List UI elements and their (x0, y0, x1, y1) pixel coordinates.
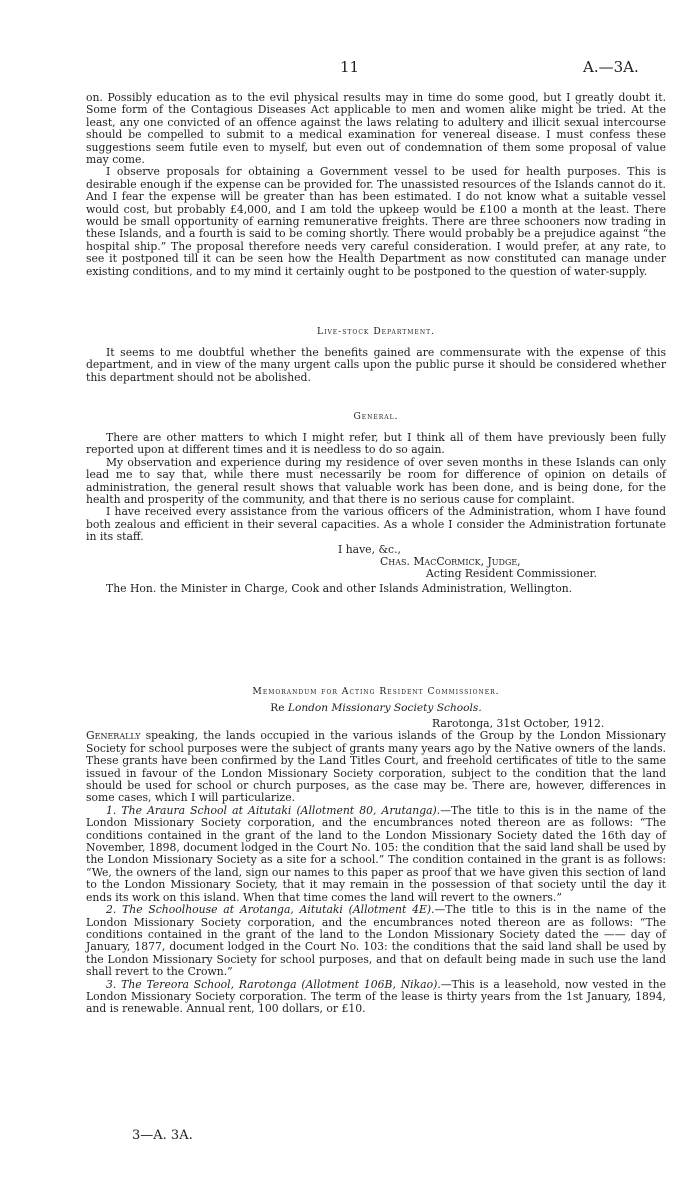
footer-signature: 3—A. 3A. (132, 1128, 193, 1143)
lead-word: Generally (86, 729, 141, 743)
memorandum-subject (86, 702, 666, 714)
re-prefix: Re (270, 702, 285, 714)
memo-item-2-body: —The title to this is in the name of the London Missionary Society corporation, and the encumbrances noted thereon are as follows: “The conditions contained in the grant of the land to the London Missionary Society dated the —— day of January, 1877, document lodged in the Court No. 103: the conditions that the said land shall be used by the London Missionary Society for school purposes, and that on default being made in such use the land shall revert to the Crown.” (86, 903, 667, 979)
memo-item-2 (86, 904, 666, 978)
memo-item-1-title: 1. The Araura School at Aitutaki (Allotment 80, Arutanga). (106, 803, 441, 817)
page-number: 11 (340, 58, 360, 76)
memo-item-3 (86, 979, 666, 1016)
memo-item-1 (86, 805, 666, 904)
general-paragraph-1: There are other matters to which I might refer, but I think all of them have previously been fully reported upon at different times and it is needless to do so again. (86, 431, 666, 457)
paragraph-contagious-diseases: on. Possibly education as to the evil physical results may in time do some good, but I greatly doubt it. Some form of the Contagious Diseases Act applicable to men and women alike might be tried. At the least, any one convicted of an offence against the laws relating to adultery and illicit sexual intercourse should be compelled to submit to a medical examination for venereal disease. I must confess these suggestions seem futile even to myself, but even out of condemnation of them some proposal of value may come. (86, 91, 666, 167)
memorandum-heading: Memorandum for Acting Resident Commissioner. (252, 686, 500, 697)
memo-paragraph-1-body: speaking, the lands occupied in the various islands of the Group by the London Missionary Society for school purposes were the subject of grants many years ago by the Native owners of the lands. These grants have been confirmed by the Land Titles Court, and freehold certificates of title to the same issued in favour of the London Missionary Society corporation, subject to the condition that the land should be used for school or church purposes, as the case may be. There are, however, differences in some cases, which I will particularize. (86, 729, 667, 805)
section-general (86, 411, 666, 595)
addressee-line: The Hon. the Minister in Charge, Cook and other Islands Administration, Wellington. (106, 581, 573, 595)
memo-item-3-title: 3. The Tereora School, Rarotonga (Allotment 106B, Nikao). (106, 977, 441, 991)
section-livestock (86, 326, 666, 384)
signer-name: Chas. MacCormick, Judge, (380, 555, 521, 569)
general-paragraph-2: My observation and experience during my residence of over seven months in these Islands can only lead me to say that, while there must necessarily be room for difference of opinion on details of administration, the general result shows that valuable work has been done, and is being done, for the health and prosperity of the community, and that there is no serious cause for complaint. (86, 455, 666, 507)
general-heading: General. (353, 411, 399, 422)
memo-item-2-title: 2. The Schoolhouse at Arotanga, Aitutaki (Allotment 4E). (106, 903, 435, 917)
re-subject: London Missionary Society Schools. (287, 702, 482, 714)
closing-line: I have, &c., (338, 542, 401, 556)
memo-item-1-body: —The title to this is in the name of the London Missionary Society corporation, and the encumbrances noted thereon are as follows: “The conditions contained in the grant of the land to the London Missionary Society dated the 16th day of November, 1898, document lodged in the Court No. 105: the condition that the said land shall be used by the London Missionary Society as a site for a school.” The condition contained in the grant is as follows: “We, the owners of the land, sign our names to this paper as proof that we have given this section of land to the London Missionary Society, that it may remain in the possession of that society until the day it ends its work on this island. When that time comes the land will revert to the owners.” (86, 803, 666, 904)
paragraph-government-vessel: I observe proposals for obtaining a Government vessel to be used for health purposes. This is desirable enough if the expense can be provided for. The unassisted resources of the Islands cannot do it. And I fear the expense will be greater than has been estimated. I do not know what a suitable vessel would cost, but probably £4,000, and I am told the upkeep would be £100 a month at the least. There would be small opportunity of earning remunerative freights. There are three schooners now trading in these Islands, and a fourth is said to be coming shortly. There would probably be a prejudice against “the hospital ship.” The proposal therefore needs very careful consideration. I would prefer, at any rate, to see it postponed till it can be seen how the Health Department as now constituted can manage under existing conditions, and to my mind it certainly ought to be postponed to the question of water-supply. (86, 165, 666, 278)
memo-paragraph-1 (86, 730, 666, 804)
general-paragraph-3: I have received every assistance from the various officers of the Administration, whom I have found both zealous and efficient in their several capacities. As a whole I consider the Administration fortunate in its staff. (86, 505, 666, 544)
signer-title: Acting Resident Commissioner. (426, 567, 597, 581)
memo-item-3-body: —This is a leasehold, now vested in the London Missionary Society corporation. The term of the lease is thirty years from the 1st January, 1894, and is renewable. Annual rent, 100 dollars, or £10. (86, 977, 666, 1016)
memo-date: Rarotonga, 31st October, 1912. (432, 717, 605, 730)
section-health (86, 92, 666, 278)
document-code: A.—3A. (583, 58, 639, 76)
livestock-paragraph: It seems to me doubtful whether the benefits gained are commensurate with the expense of this department, and in view of the many urgent calls upon the public purse it should be considered whether this department should not be abolished. (86, 346, 666, 384)
section-memorandum (86, 686, 666, 1016)
livestock-heading: Live-stock Department. (317, 326, 435, 337)
